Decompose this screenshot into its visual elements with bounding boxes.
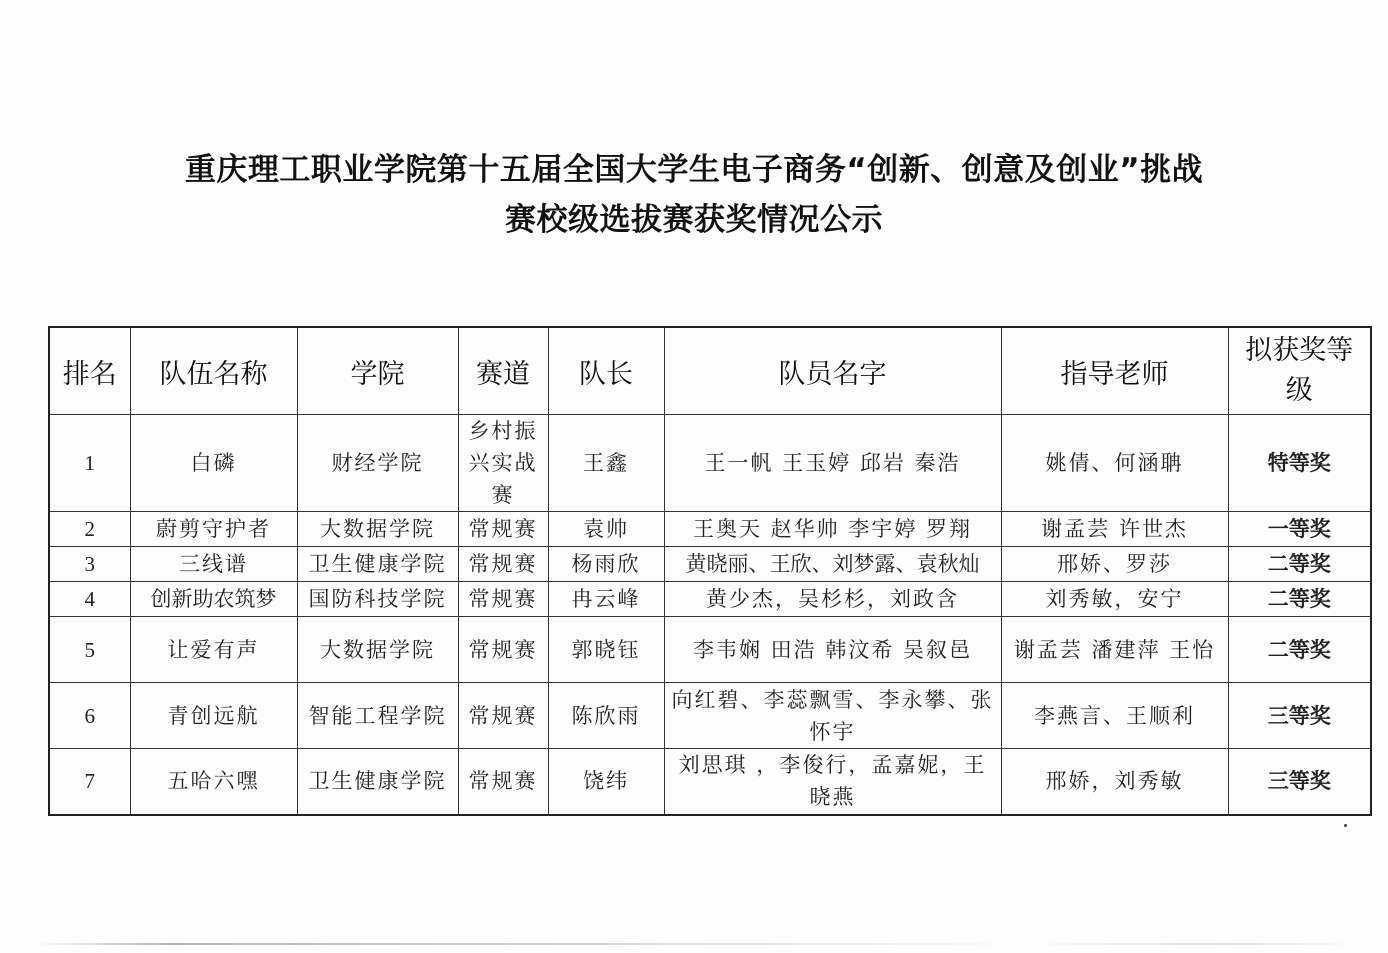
table-row xyxy=(49,617,1371,683)
cell-college: 卫生健康学院 xyxy=(297,547,458,582)
cell-rank: 4 xyxy=(49,582,130,617)
cell-captain: 冉云峰 xyxy=(548,582,664,617)
cell-award: 特等奖 xyxy=(1228,415,1371,512)
cell-team: 青创远航 xyxy=(130,683,297,749)
cell-rank: 3 xyxy=(49,547,130,582)
table-row xyxy=(49,547,1371,582)
cell-rank: 2 xyxy=(49,512,130,547)
cell-award: 三等奖 xyxy=(1228,749,1371,815)
cell-rank: 6 xyxy=(49,683,130,749)
table-row xyxy=(49,582,1371,617)
cell-award: 三等奖 xyxy=(1228,683,1371,749)
cell-team: 蔚剪守护者 xyxy=(130,512,297,547)
cell-captain: 杨雨欣 xyxy=(548,547,664,582)
cell-award: 二等奖 xyxy=(1228,582,1371,617)
cell-advisor: 谢孟芸 许世杰 xyxy=(1001,512,1228,547)
header-members: 队员名字 xyxy=(664,327,1001,415)
table-row xyxy=(49,749,1371,815)
cell-college: 智能工程学院 xyxy=(297,683,458,749)
table-row xyxy=(49,512,1371,547)
cell-college: 国防科技学院 xyxy=(297,582,458,617)
header-rank: 排名 xyxy=(49,327,130,415)
cell-track: 常规赛 xyxy=(458,749,548,815)
header-advisor: 指导老师 xyxy=(1001,327,1228,415)
cell-rank: 5 xyxy=(49,617,130,683)
cell-members: 王奥天 赵华帅 李宇婷 罗翔 xyxy=(664,512,1001,547)
cell-track: 常规赛 xyxy=(458,582,548,617)
scan-edge-line xyxy=(36,943,1356,945)
cell-track: 乡村振兴实战赛 xyxy=(458,415,548,512)
header-captain: 队长 xyxy=(548,327,664,415)
table-row xyxy=(49,683,1371,749)
document-title-line1: 重庆理工职业学院第十五届全国大学生电子商务“创新、创意及创业”挑战 xyxy=(184,152,1204,188)
header-team-name: 队伍名称 xyxy=(130,327,297,415)
cell-college: 卫生健康学院 xyxy=(297,749,458,815)
cell-members: 黄晓丽、王欣、刘梦露、袁秋灿 xyxy=(664,547,1001,582)
table-row xyxy=(49,415,1371,512)
table-header-row xyxy=(49,327,1371,415)
cell-team: 白磷 xyxy=(130,415,297,512)
cell-college: 大数据学院 xyxy=(297,617,458,683)
cell-rank: 1 xyxy=(49,415,130,512)
cell-members: 王一帆 王玉婷 邱岩 秦浩 xyxy=(664,415,1001,512)
cell-team: 创新助农筑梦 xyxy=(130,582,297,617)
cell-advisor: 李燕言、王顺利 xyxy=(1001,683,1228,749)
cell-advisor: 刘秀敏，安宁 xyxy=(1001,582,1228,617)
cell-track: 常规赛 xyxy=(458,547,548,582)
cell-advisor: 邢娇，刘秀敏 xyxy=(1001,749,1228,815)
scan-speck xyxy=(1344,824,1347,827)
header-award-level: 拟获奖等级 xyxy=(1228,327,1371,415)
cell-members: 向红碧、李蕊飘雪、李永攀、张怀宇 xyxy=(664,683,1001,749)
cell-members: 李韦娴 田浩 韩汶希 吴叙邑 xyxy=(664,617,1001,683)
cell-captain: 陈欣雨 xyxy=(548,683,664,749)
cell-award: 二等奖 xyxy=(1228,617,1371,683)
header-college: 学院 xyxy=(297,327,458,415)
cell-captain: 郭晓钰 xyxy=(548,617,664,683)
cell-advisor: 姚倩、何涵聃 xyxy=(1001,415,1228,512)
cell-award: 一等奖 xyxy=(1228,512,1371,547)
awards-table xyxy=(48,326,1372,816)
cell-captain: 袁帅 xyxy=(548,512,664,547)
cell-college: 大数据学院 xyxy=(297,512,458,547)
cell-college: 财经学院 xyxy=(297,415,458,512)
header-track: 赛道 xyxy=(458,327,548,415)
cell-track: 常规赛 xyxy=(458,512,548,547)
cell-members: 黄少杰，吴杉杉，刘政含 xyxy=(664,582,1001,617)
cell-advisor: 邢娇、罗莎 xyxy=(1001,547,1228,582)
cell-team: 五哈六嘿 xyxy=(130,749,297,815)
cell-track: 常规赛 xyxy=(458,617,548,683)
cell-team: 让爱有声 xyxy=(130,617,297,683)
cell-members: 刘思琪 ，李俊行，孟嘉妮，王晓燕 xyxy=(664,749,1001,815)
cell-rank: 7 xyxy=(49,749,130,815)
cell-captain: 王鑫 xyxy=(548,415,664,512)
document-title-line2: 赛校级选拔赛获奖情况公示 xyxy=(505,202,883,238)
cell-captain: 饶纬 xyxy=(548,749,664,815)
cell-award: 二等奖 xyxy=(1228,547,1371,582)
cell-team: 三线谱 xyxy=(130,547,297,582)
cell-advisor: 谢孟芸 潘建萍 王怡 xyxy=(1001,617,1228,683)
cell-track: 常规赛 xyxy=(458,683,548,749)
